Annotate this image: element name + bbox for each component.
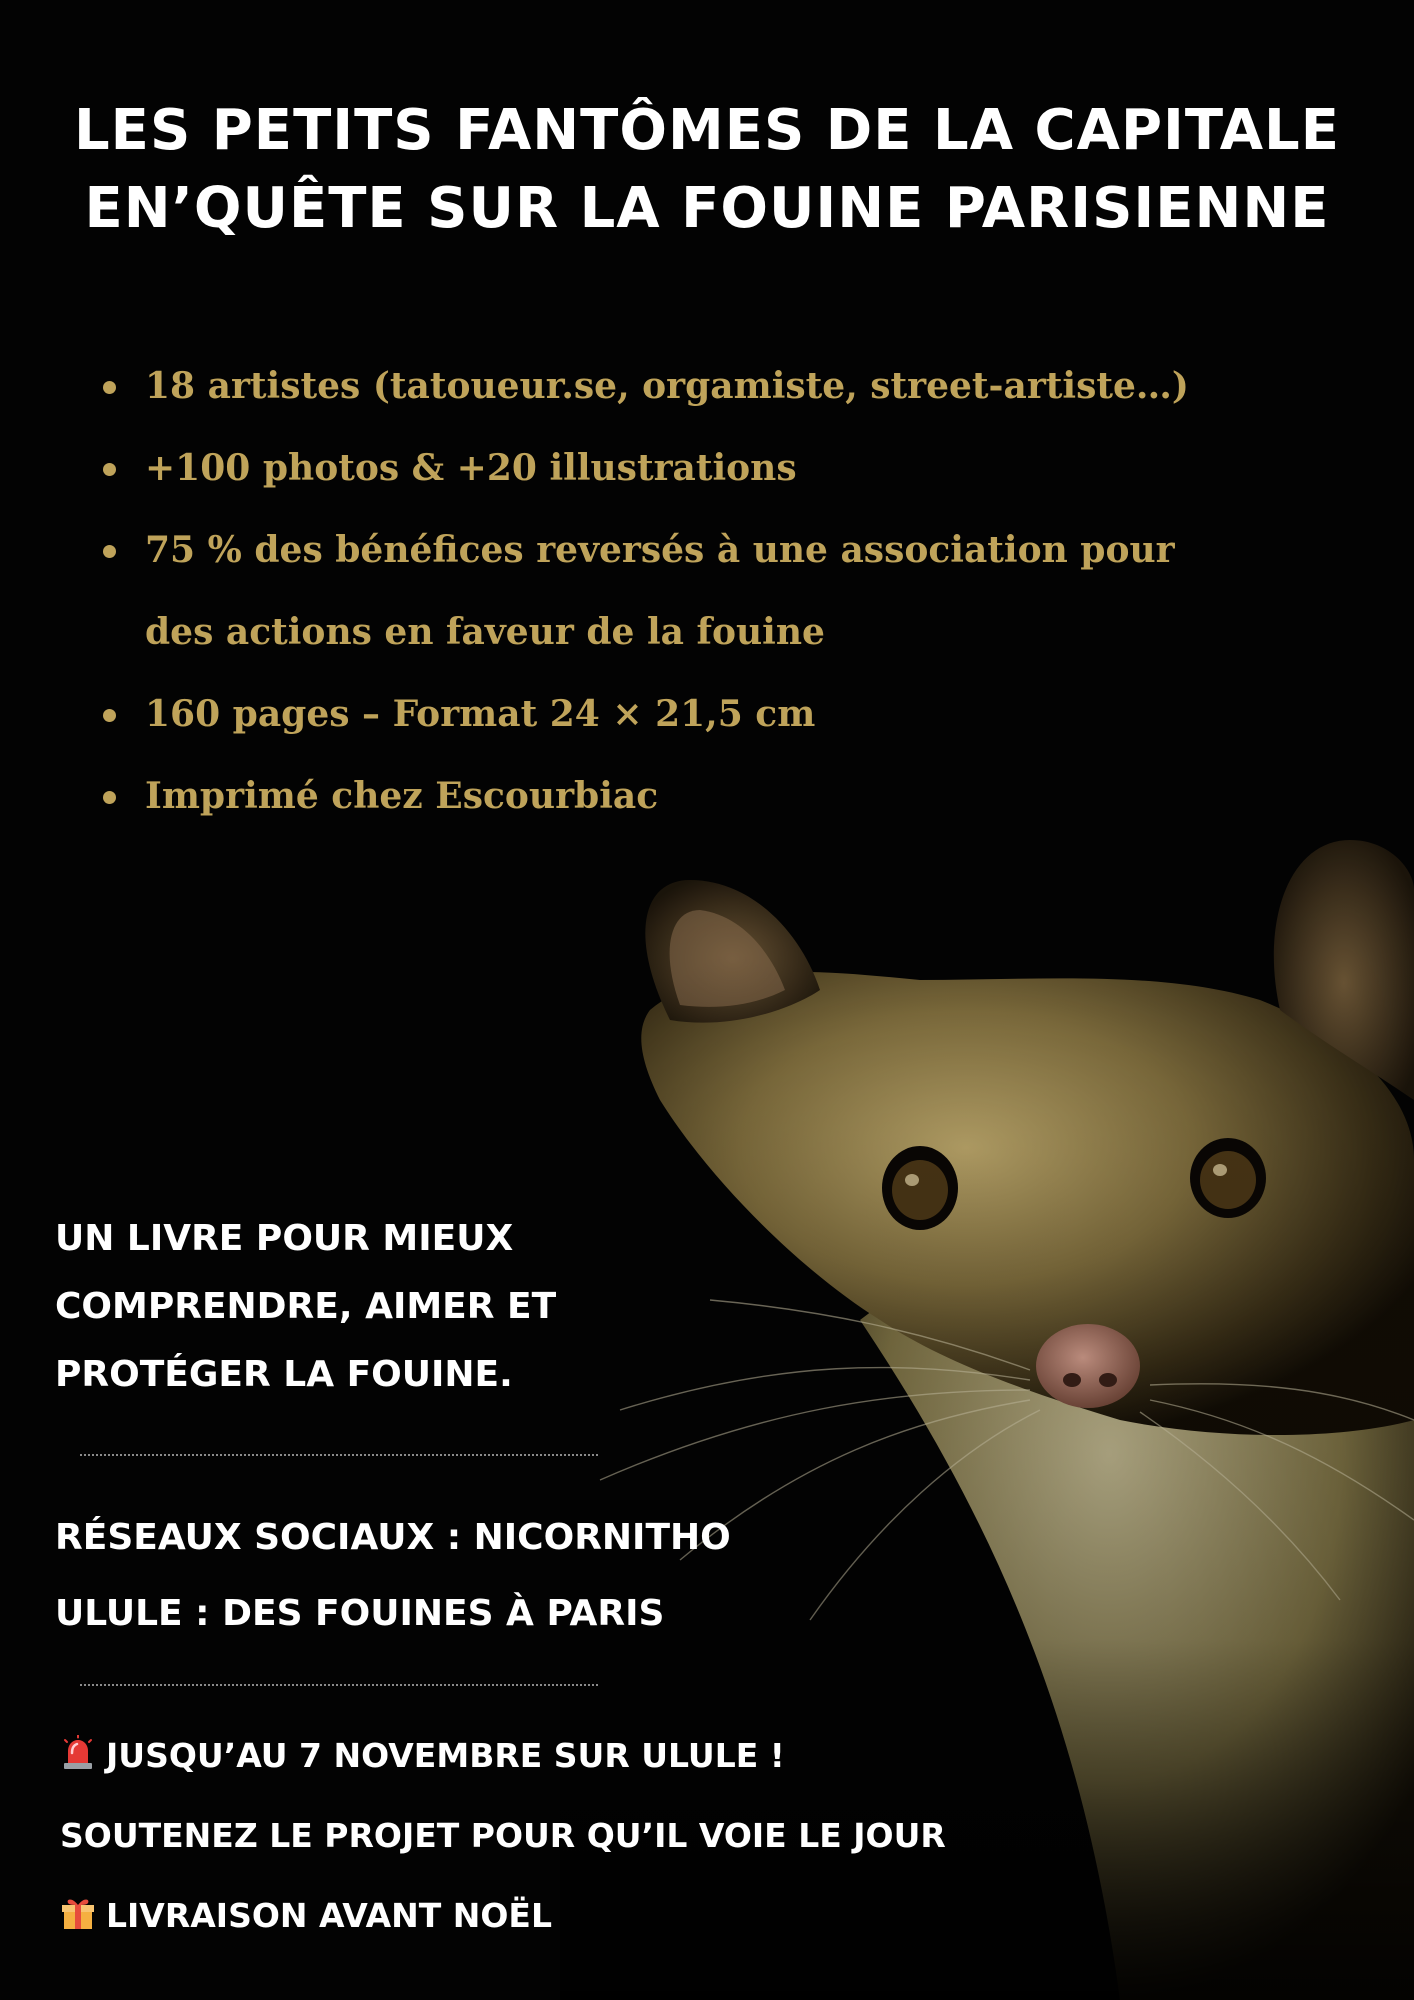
title-line-2: EN’QUÊTE SUR LA FOUINE PARISIENNE (84, 176, 1330, 241)
feature-item (95, 673, 1355, 755)
feature-list (95, 345, 1355, 837)
delivery-line (60, 1876, 946, 1956)
feature-text: +100 photos & +20 illustrations (145, 447, 797, 489)
feature-text: 160 pages – Format 24 × 21,5 cm (145, 693, 816, 735)
bullet-icon (103, 545, 116, 558)
social-networks-handle: RÉSEAUX SOCIAUX : NICORNITHO (55, 1517, 731, 1558)
feature-text: 75 % des bénéfices reversés à une association pour (145, 529, 1175, 571)
feature-text: Imprimé chez Escourbiac (145, 775, 659, 817)
deadline-text: JUSQU’AU 7 NOVEMBRE SUR ULULE ! (106, 1736, 785, 1775)
divider (80, 1684, 598, 1686)
siren-icon (60, 1735, 96, 1771)
feature-text: des actions en faveur de la fouine (145, 611, 825, 653)
bullet-icon (103, 709, 116, 722)
feature-item (95, 509, 1355, 591)
call-to-action (60, 1716, 946, 1956)
feature-item (95, 755, 1355, 837)
divider (80, 1454, 598, 1456)
gift-icon (60, 1895, 96, 1931)
bullet-icon (103, 791, 116, 804)
bullet-icon (103, 381, 116, 394)
title-line-1: LES PETITS FANTÔMES DE LA CAPITALE (74, 98, 1340, 163)
deadline-line (60, 1716, 946, 1796)
intro-line-2: COMPRENDRE, AIMER ET (55, 1286, 557, 1327)
feature-item (95, 427, 1355, 509)
feature-text: 18 artistes (tatoueur.se, orgamiste, street-artiste…) (145, 365, 1189, 407)
support-text: SOUTENEZ LE PROJET POUR QU’IL VOIE LE JOUR (60, 1816, 946, 1855)
feature-item-continued (95, 591, 1355, 673)
poster-title (0, 92, 1414, 248)
intro-line-3: PROTÉGER LA FOUINE. (55, 1354, 513, 1395)
bullet-icon (103, 463, 116, 476)
ulule-project-name: ULULE : DES FOUINES À PARIS (55, 1593, 665, 1634)
feature-item (95, 345, 1355, 427)
intro-text (55, 1205, 615, 1409)
delivery-text: LIVRAISON AVANT NOËL (106, 1896, 552, 1935)
social-links (55, 1500, 731, 1652)
intro-line-1: UN LIVRE POUR MIEUX (55, 1218, 514, 1259)
